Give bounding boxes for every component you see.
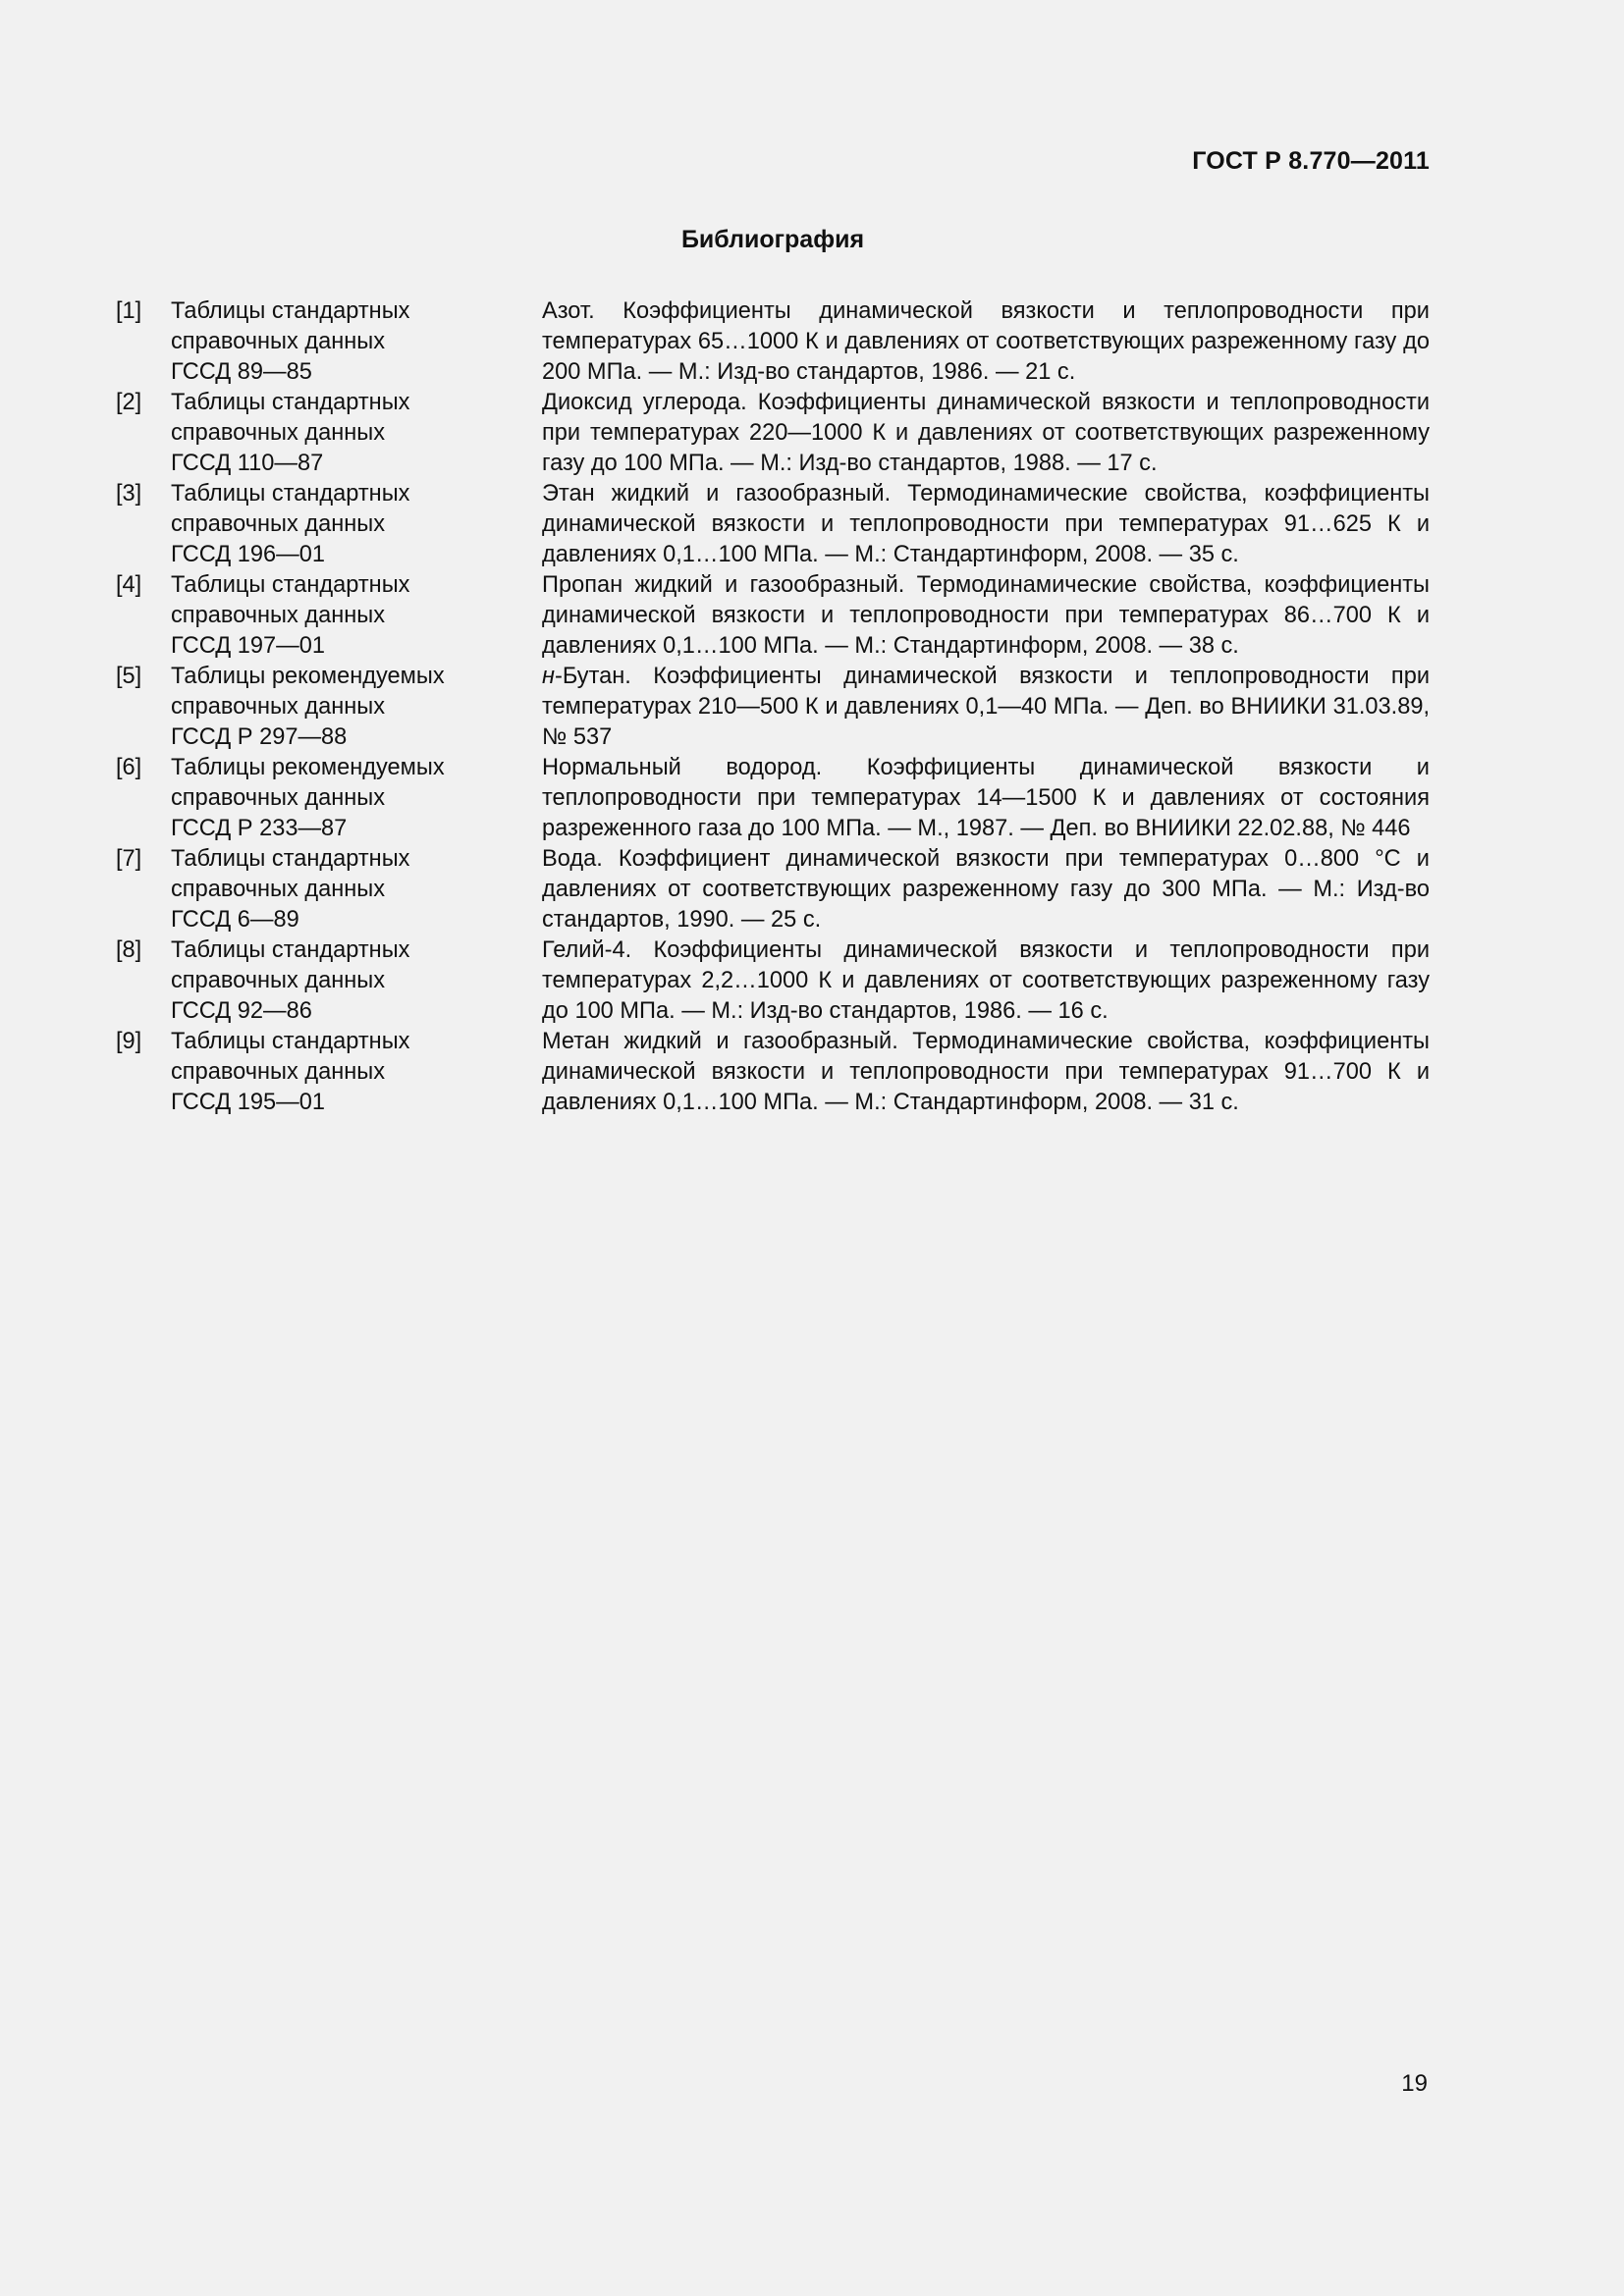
entry-description-text: -Бутан. Коэффициенты динамической вязкости и теплопроводности при температурах 210—500 К и давлениях 0,1—40 МПа. — Деп. во ВНИИКИ 31.03.89, № 537 (542, 664, 1430, 750)
entry-source-line: Таблицы стандартных (171, 481, 410, 507)
entry-description: Диоксид углерода. Коэффициенты динамической вязкости и теплопроводности при температурах 220—1000 К и давлениях от соответствующих разреженному газу до 100 МПа. — М.: Изд-во стандартов, 1988. — 17 с. (542, 390, 1430, 476)
entry-source-line: Таблицы рекомендуемых (171, 755, 445, 780)
entry-source (171, 570, 542, 662)
entry-source (171, 1027, 542, 1118)
entry-description: Нормальный водород. Коэффициенты динамической вязкости и теплопроводности при температурах 14—1500 К и давлениях от состояния разреженного газа до 100 МПа. — М., 1987. — Деп. во ВНИИКИ 22.02.88, № 446 (542, 755, 1430, 841)
entry-number: [5] (116, 664, 142, 689)
entry-source-line: ГССД 6—89 (171, 907, 299, 933)
entry-source-line: ГССД 92—86 (171, 998, 312, 1024)
entry-source-line: Таблицы стандартных (171, 1029, 410, 1054)
entry-source-line: справочных данных (171, 1059, 386, 1085)
entry-description: Пропан жидкий и газообразный. Термодинамические свойства, коэффициенты динамической вязкости и теплопроводности при температурах 86…700 К и давлениях 0,1…100 МПа. — М.: Стандартинформ, 2008. — 38 с. (542, 572, 1430, 659)
entry-number: [8] (116, 937, 142, 963)
bibliography-entry (116, 844, 1430, 935)
entry-source (171, 753, 542, 844)
entry-source-line: Таблицы стандартных (171, 846, 410, 872)
entry-number: [9] (116, 1029, 142, 1054)
entry-source-line: справочных данных (171, 511, 386, 537)
entry-source-line: ГССД 110—87 (171, 451, 324, 476)
entry-source-line: Таблицы стандартных (171, 937, 410, 963)
entry-source (171, 935, 542, 1027)
entry-source (171, 296, 542, 388)
entry-number: [7] (116, 846, 142, 872)
bibliography-entry (116, 388, 1430, 479)
entry-number: [4] (116, 572, 142, 598)
entry-description-italic-prefix: н (542, 664, 555, 689)
entry-source-line: справочных данных (171, 694, 386, 720)
entry-source-line: ГССД 89—85 (171, 359, 312, 385)
entry-source-line: справочных данных (171, 877, 386, 902)
page-title: Библиография (680, 226, 865, 253)
bibliography-entry (116, 935, 1430, 1027)
entry-description: Этан жидкий и газообразный. Термодинамические свойства, коэффициенты динамической вязкости и теплопроводности при температурах 91…625 К и давлениях 0,1…100 МПа. — М.: Стандартинформ, 2008. — 35 с. (542, 481, 1430, 567)
entry-source (171, 662, 542, 753)
bibliography-entry (116, 753, 1430, 844)
bibliography-entry (116, 662, 1430, 753)
entry-source-line: ГССД Р 233—87 (171, 816, 348, 841)
entry-source (171, 479, 542, 570)
entry-source (171, 844, 542, 935)
entry-description (542, 662, 1430, 753)
entry-source-line: справочных данных (171, 329, 386, 354)
entry-source-line: Таблицы стандартных (171, 390, 410, 415)
bibliography-entry (116, 479, 1430, 570)
entry-source-line: справочных данных (171, 968, 386, 993)
entry-source-line: справочных данных (171, 420, 386, 446)
bibliography-entry (116, 296, 1430, 388)
entry-source-line: Таблицы стандартных (171, 298, 410, 324)
entry-source-line: справочных данных (171, 603, 386, 628)
bibliography-entry (116, 570, 1430, 662)
entry-source-line: Таблицы стандартных (171, 572, 410, 598)
entry-source (171, 388, 542, 479)
page-number: 19 (1401, 2070, 1428, 2097)
entry-source-line: справочных данных (171, 785, 386, 811)
entry-number: [6] (116, 755, 142, 780)
entry-description: Гелий-4. Коэффициенты динамической вязкости и теплопроводности при температурах 2,2…1000 К и давлениях от соответствующих разреженному газу до 100 МПа. — М.: Изд-во стандартов, 1986. — 16 с. (542, 937, 1430, 1024)
entry-source-line: ГССД 197—01 (171, 633, 326, 659)
entry-source-line: ГССД Р 297—88 (171, 724, 348, 750)
entry-number: [2] (116, 390, 142, 415)
entry-source-line: ГССД 195—01 (171, 1090, 326, 1115)
entry-description: Азот. Коэффициенты динамической вязкости и теплопроводности при температурах 65…1000 К и давлениях от соответствующих разреженному газу до 200 МПа. — М.: Изд-во стандартов, 1986. — 21 с. (542, 298, 1430, 385)
bibliography-entry (116, 1027, 1430, 1118)
document-standard-header: ГОСТ Р 8.770—2011 (1192, 147, 1430, 175)
entry-number: [3] (116, 481, 142, 507)
entry-source-line: ГССД 196—01 (171, 542, 326, 567)
entry-number: [1] (116, 298, 142, 324)
entry-description: Вода. Коэффициент динамической вязкости при температурах 0…800 °С и давлениях от соответствующих разреженному газу до 300 МПа. — М.: Изд-во стандартов, 1990. — 25 с. (542, 846, 1430, 933)
entry-description: Метан жидкий и газообразный. Термодинамические свойства, коэффициенты динамической вязкости и теплопроводности при температурах 91…700 К и давлениях 0,1…100 МПа. — М.: Стандартинформ, 2008. — 31 с. (542, 1029, 1430, 1115)
entry-source-line: Таблицы рекомендуемых (171, 664, 445, 689)
bibliography-table (116, 296, 1430, 1118)
